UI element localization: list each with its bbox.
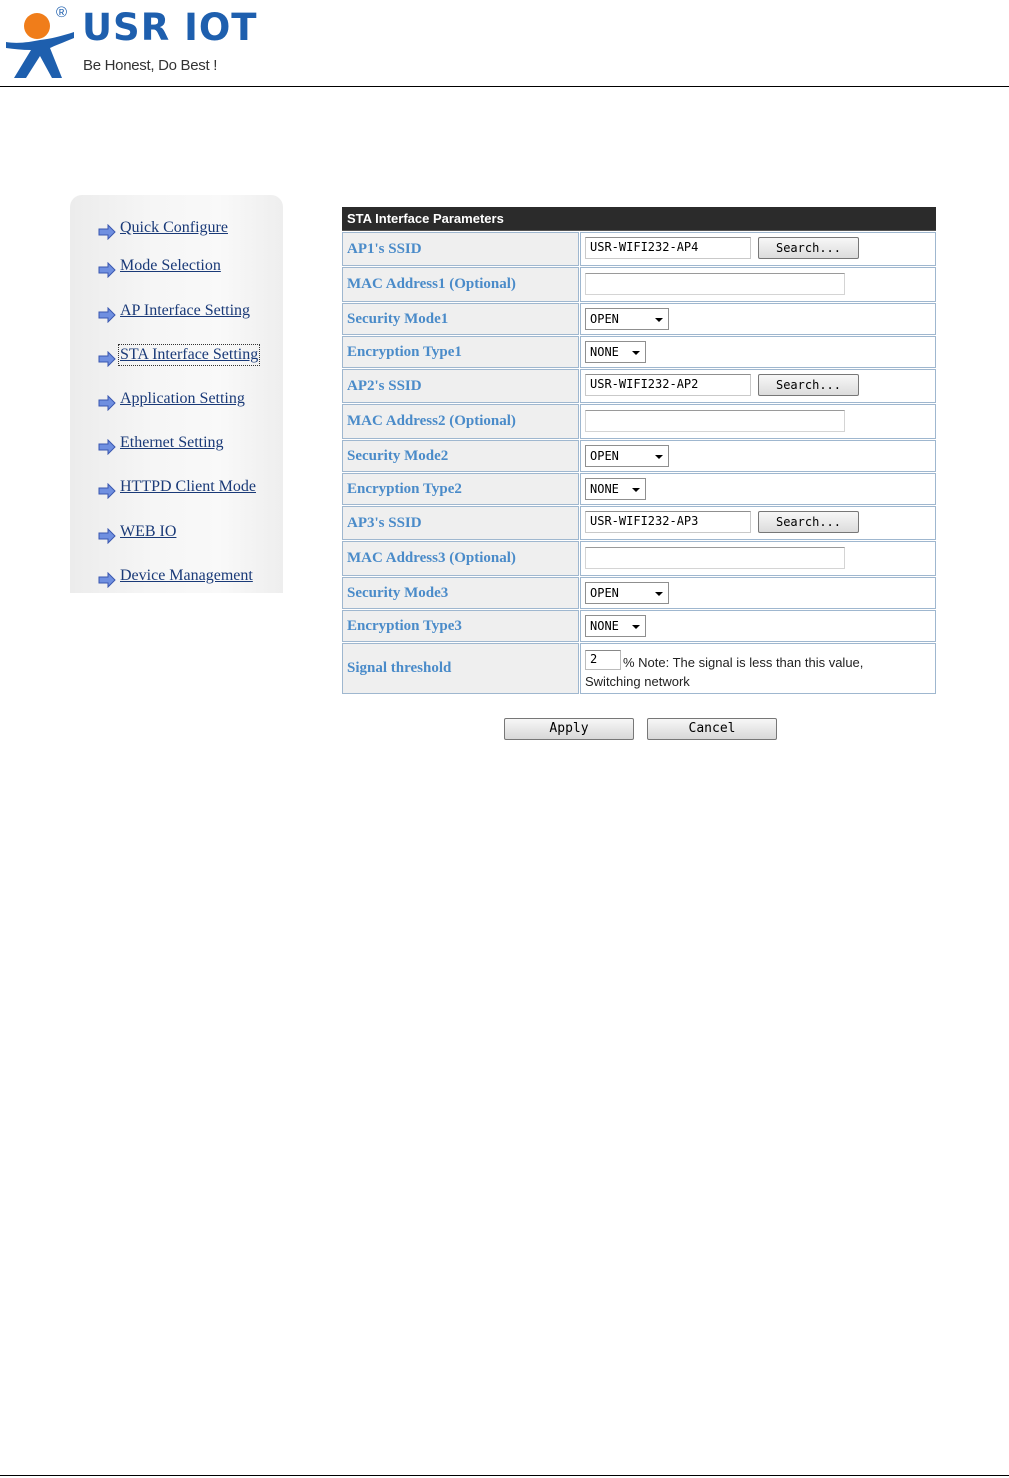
ap2-ssid-cell: [580, 369, 936, 403]
ap1-ssid-input[interactable]: USR-WIFI232-AP4: [585, 237, 751, 259]
row-ap3-ssid: [342, 506, 936, 540]
ap2-search-button[interactable]: Search...: [758, 374, 859, 396]
row-encryption2: [342, 473, 936, 505]
encryption3-label: Encryption Type3: [342, 610, 579, 642]
sidebar-item-quick-configure[interactable]: [98, 216, 228, 240]
sidebar-item-label[interactable]: Device Management: [120, 567, 253, 584]
chevron-down-icon: [632, 488, 640, 492]
encryption2-value: NONE: [590, 482, 619, 496]
mac2-cell: [580, 404, 936, 439]
sidebar-item-ethernet[interactable]: [98, 431, 224, 455]
encryption1-cell: [580, 336, 936, 368]
security2-label: Security Mode2: [342, 440, 579, 472]
brand-name: USR IOT: [82, 6, 258, 49]
security1-label: Security Mode1: [342, 303, 579, 335]
row-encryption3: [342, 610, 936, 642]
threshold-note-continued: Switching network: [585, 674, 690, 689]
security1-select[interactable]: [585, 308, 669, 330]
encryption3-value: NONE: [590, 619, 619, 633]
encryption2-select[interactable]: [585, 478, 646, 500]
row-signal-threshold: [342, 643, 936, 694]
sidebar-item-label[interactable]: STA Interface Setting: [120, 346, 259, 363]
footer-divider: [0, 1475, 1009, 1476]
mac1-label: MAC Address1 (Optional): [342, 267, 579, 302]
row-security1: [342, 303, 936, 335]
apply-button[interactable]: Apply: [504, 718, 634, 740]
row-mac3: [342, 541, 936, 576]
arrow-right-icon: [98, 395, 116, 411]
security3-cell: [580, 577, 936, 609]
encryption3-cell: [580, 610, 936, 642]
ap2-ssid-label: AP2's SSID: [342, 369, 579, 403]
page-header: [0, 0, 1009, 87]
sidebar-nav: [70, 195, 283, 593]
table-title: STA Interface Parameters: [342, 207, 936, 231]
sidebar-item-label[interactable]: AP Interface Setting: [120, 302, 251, 319]
ap1-search-button[interactable]: Search...: [758, 237, 859, 259]
row-ap2-ssid: [342, 369, 936, 403]
security2-cell: [580, 440, 936, 472]
ap3-ssid-label: AP3's SSID: [342, 506, 579, 540]
row-security3: [342, 577, 936, 609]
chevron-down-icon: [632, 625, 640, 629]
sidebar-item-label[interactable]: WEB IO: [120, 523, 177, 540]
ap3-search-button[interactable]: Search...: [758, 511, 859, 533]
chevron-down-icon: [632, 351, 640, 355]
arrow-right-icon: [98, 224, 116, 240]
arrow-right-icon: [98, 483, 116, 499]
security3-label: Security Mode3: [342, 577, 579, 609]
chevron-down-icon: [655, 318, 663, 322]
security3-select[interactable]: [585, 582, 669, 604]
threshold-label: Signal threshold: [342, 643, 579, 694]
mac2-input[interactable]: [585, 410, 845, 432]
arrow-right-icon: [98, 262, 116, 278]
security1-cell: [580, 303, 936, 335]
encryption2-label: Encryption Type2: [342, 473, 579, 505]
ap3-ssid-cell: [580, 506, 936, 540]
security2-select[interactable]: [585, 445, 669, 467]
threshold-cell: [580, 643, 936, 694]
ap3-ssid-input[interactable]: USR-WIFI232-AP3: [585, 511, 751, 533]
mac1-cell: [580, 267, 936, 302]
arrow-right-icon: [98, 572, 116, 588]
encryption2-cell: [580, 473, 936, 505]
arrow-right-icon: [98, 307, 116, 323]
ap1-ssid-label: AP1's SSID: [342, 232, 579, 266]
sidebar-item-mode-selection[interactable]: [98, 254, 221, 278]
sidebar-item-httpd-client[interactable]: [98, 475, 256, 499]
ap2-ssid-input[interactable]: USR-WIFI232-AP2: [585, 374, 751, 396]
mac3-label: MAC Address3 (Optional): [342, 541, 579, 576]
mac2-label: MAC Address2 (Optional): [342, 404, 579, 439]
sidebar-item-web-io[interactable]: [98, 520, 176, 544]
security3-value: OPEN: [590, 586, 619, 600]
security1-value: OPEN: [590, 312, 619, 326]
row-mac2: [342, 404, 936, 439]
brand-slogan: Be Honest, Do Best !: [83, 57, 218, 74]
mac1-input[interactable]: [585, 273, 845, 295]
threshold-note: % Note: The signal is less than this value,: [623, 655, 864, 670]
arrow-right-icon: [98, 528, 116, 544]
sidebar-item-sta-interface[interactable]: [98, 343, 258, 367]
threshold-input[interactable]: 2: [585, 650, 621, 670]
arrow-right-icon: [98, 351, 116, 367]
registered-mark: ®: [56, 4, 68, 21]
sidebar-item-label[interactable]: Ethernet Setting: [120, 434, 224, 451]
sidebar-item-ap-interface[interactable]: [98, 299, 250, 323]
encryption1-select[interactable]: [585, 341, 646, 363]
sidebar-item-label[interactable]: Quick Configure: [120, 219, 228, 236]
ap1-ssid-cell: [580, 232, 936, 266]
encryption1-label: Encryption Type1: [342, 336, 579, 368]
sidebar-item-label[interactable]: HTTPD Client Mode: [120, 478, 256, 495]
chevron-down-icon: [655, 455, 663, 459]
encryption1-value: NONE: [590, 345, 619, 359]
arrow-right-icon: [98, 439, 116, 455]
chevron-down-icon: [655, 592, 663, 596]
sidebar-item-label[interactable]: Mode Selection: [120, 257, 221, 274]
sidebar-item-device-management[interactable]: [98, 564, 253, 588]
row-mac1: [342, 267, 936, 302]
sidebar-item-label[interactable]: Application Setting: [120, 390, 245, 407]
mac3-input[interactable]: [585, 547, 845, 569]
cancel-button[interactable]: Cancel: [647, 718, 777, 740]
mac3-cell: [580, 541, 936, 576]
encryption3-select[interactable]: [585, 615, 646, 637]
sidebar-item-application[interactable]: [98, 387, 245, 411]
row-security2: [342, 440, 936, 472]
security2-value: OPEN: [590, 449, 619, 463]
row-ap1-ssid: [342, 232, 936, 266]
row-encryption1: [342, 336, 936, 368]
